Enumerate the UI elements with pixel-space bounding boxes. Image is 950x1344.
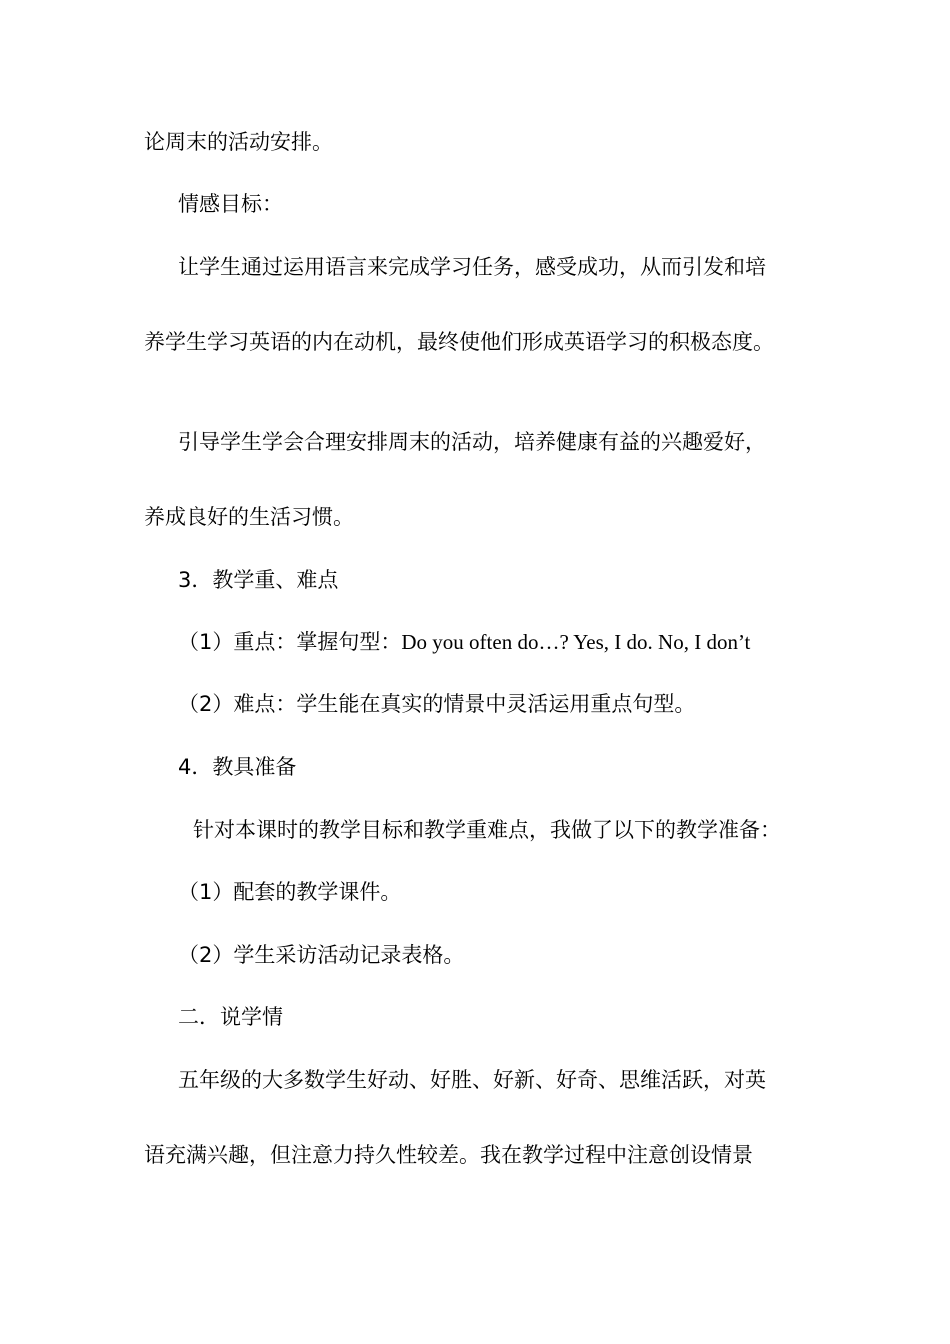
text-line-aids-intro: 针对本课时的教学目标和教学重难点，我做了以下的教学准备： bbox=[193, 818, 781, 842]
text-line-key-point bbox=[178, 628, 750, 656]
key-point-label: （1）重点：掌握句型： bbox=[178, 630, 402, 654]
text-line-goal-1a: 让学生通过运用语言来完成学习任务，感受成功，从而引发和培 bbox=[178, 255, 766, 279]
heading-teaching-aids: 4．教具准备 bbox=[178, 755, 297, 779]
heading-emotional-goals: 情感目标： bbox=[178, 192, 283, 216]
text-line-analysis-b: 语充满兴趣，但注意力持久性较差。我在教学过程中注意创设情景 bbox=[144, 1143, 753, 1167]
text-line-activity-arrangement: 论周末的活动安排。 bbox=[144, 130, 333, 154]
text-line-goal-2b: 养成良好的生活习惯。 bbox=[144, 505, 354, 529]
text-line-aid-1: （1）配套的教学课件。 bbox=[178, 880, 402, 904]
text-line-goal-2a: 引导学生学会合理安排周末的活动，培养健康有益的兴趣爱好， bbox=[178, 430, 766, 454]
key-point-sentence-pattern: Do you often do…? Yes, I do. No, I don’t bbox=[401, 630, 751, 654]
text-line-aid-2: （2）学生采访活动记录表格。 bbox=[178, 943, 465, 967]
heading-student-analysis: 二．说学情 bbox=[178, 1005, 283, 1029]
text-line-analysis-a: 五年级的大多数学生好动、好胜、好新、好奇、思维活跃，对英 bbox=[178, 1068, 766, 1092]
text-line-goal-1b: 养学生学习英语的内在动机，最终使他们形成英语学习的积极态度。 bbox=[144, 330, 774, 354]
text-line-difficult-point: （2）难点：学生能在真实的情景中灵活运用重点句型。 bbox=[178, 692, 696, 716]
heading-key-difficult-points: 3．教学重、难点 bbox=[178, 568, 339, 592]
